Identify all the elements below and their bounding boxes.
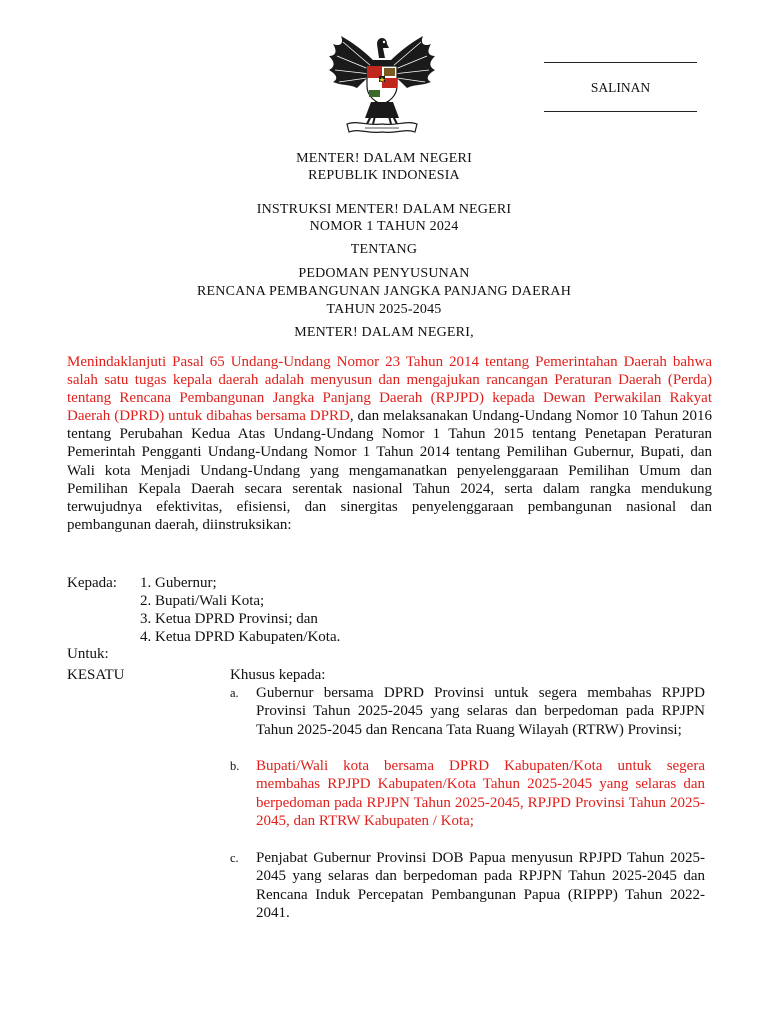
recipients-label: Kepada: — [67, 575, 117, 591]
item-text: Gubernur bersama DPRD Provinsi untuk segera membahas RPJPD Provinsi Tahun 2025-2045 yang selaras dan berpedoman pada RPJPN Tahun 2025-2045 dan Rencana Tata Ruang Wilayah (RTRW) Provinsi; — [256, 685, 705, 738]
salinan-label: SALINAN — [590, 80, 651, 95]
recipient-item: 2. Bupati/Wali Kota; — [140, 593, 265, 609]
item-text: Bupati/Wali kota bersama DPRD Kabupaten/Kota untuk segera membahas RPJPD Kabupaten/Kota Tahun 2025-2045 yang selaras dan berpedoman pada RPJPN Tahun 2025-2045, RPJPD Provinsi Tahun 2025-2045, dan RTRW Kabupaten / Kota; — [256, 758, 705, 829]
kesatu-label: KESATU — [67, 667, 125, 683]
item-label: a. — [230, 686, 239, 700]
recipient-item: 3. Ketua DPRD Provinsi; dan — [140, 611, 318, 627]
subject-line-3: TAHUN 2025-2045 — [326, 302, 442, 317]
ministry-title: MENTER! DALAM NEGERI — [296, 151, 472, 166]
item-text: Penjabat Gubernur Provinsi DOB Papua menyusun RPJPD Tahun 2025-2045 yang selaras dan berpedoman pada RPJPN Tahun 2025-2045 dan Rencana Induk Percepatan Pembangunan Papua (RIPPP) Tahun 2022-2041. — [256, 850, 705, 921]
tentang-heading: TENTANG — [350, 242, 418, 257]
salinan-stamp — [544, 62, 697, 112]
kesatu-item-a — [230, 684, 705, 739]
garuda-emblem-icon — [327, 32, 437, 134]
preamble-paragraph — [67, 353, 712, 534]
kesatu-item-b — [230, 757, 705, 830]
preamble-highlight: Menindaklanjuti Pasal 65 Undang-Undang Nomor 23 Tahun 2014 tentang Pemerintahan Daerah bahwa salah satu tugas kepala daerah adalah menyusun dan mengajukan rancangan Peraturan Daerah (Perda) tentang Rencana Pembangunan Jangka Panjang Daerah (RPJPD) kepada Dewan Perwakilan Rakyat Daerah (DPRD) untuk dibahas bersama DPRD — [67, 354, 712, 425]
instruction-number: NOMOR 1 TAHUN 2024 — [309, 219, 459, 234]
subject-line-2: RENCANA PEMBANGUNAN JANGKA PANJANG DAERAH — [196, 284, 572, 299]
subject-line-1: PEDOMAN PENYUSUNAN — [298, 266, 470, 281]
instruction-title: INSTRUKSI MENTER! DALAM NEGERI — [256, 202, 512, 217]
recipient-item: 4. Ketua DPRD Kabupaten/Kota. — [140, 629, 341, 645]
untuk-label: Untuk: — [67, 646, 109, 662]
issuer-heading: MENTER! DALAM NEGERI, — [294, 325, 474, 340]
republic-title: REPUBLIK INDONESIA — [308, 168, 460, 183]
kesatu-item-c — [230, 849, 705, 922]
item-label: b. — [230, 759, 240, 773]
preamble-text: , dan melaksanakan Undang-Undang Nomor 10 Tahun 2016 tentang Perubahan Kedua Atas Undang-Undang Nomor 1 Tahun 2015 tentang Penetapan Peraturan Pemerintah Pengganti Undang-Undang Nomor 1 Tahun 2014 tentang Pemilihan Gubernur, Bupati, dan Wali kota Menjadi Undang-Undang yang mengamanatkan penyelenggaraan Pemilihan Umum dan Pemilihan Kepala Daerah secara serentak nasional Tahun 2024, serta dalam rangka mendukung terwujudnya efektivitas, efisiensi, dan sinergitas penyelenggaraan pembangunan nasional dan pembangunan daerah, diinstruksikan: — [67, 408, 712, 533]
kesatu-intro: Khusus kepada: — [230, 667, 326, 683]
item-label: c. — [230, 851, 239, 865]
recipient-item: 1. Gubernur; — [140, 575, 217, 591]
